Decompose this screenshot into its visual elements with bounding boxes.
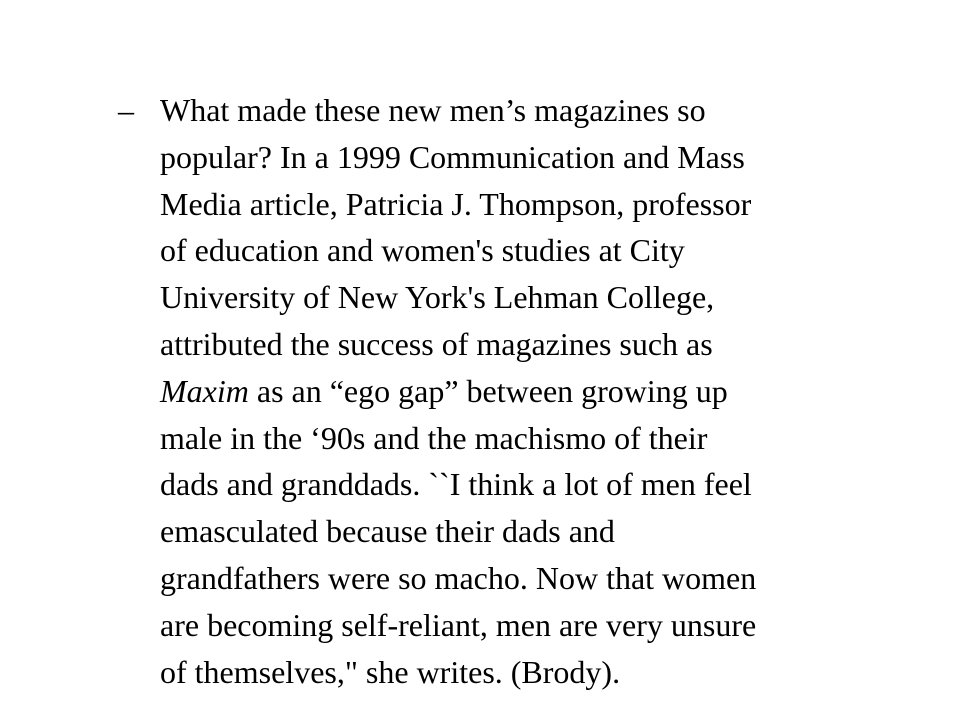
text-line-7: Maxim as an “ego gap” between growing up — [160, 372, 728, 409]
text-line-8: male in the ‘90s and the machismo of their — [160, 419, 708, 456]
bullet-paragraph — [118, 87, 898, 695]
text-line-12: are becoming self-reliant, men are very unsure — [160, 606, 757, 643]
magazine-title: Maxim — [160, 372, 249, 409]
text-line-1: – What made these new men’s magazines so — [118, 87, 898, 134]
text-line-6: attributed the success of magazines such as — [160, 325, 713, 362]
text-line-13: of themselves," she writes. (Brody). — [160, 653, 621, 690]
text-line-11: grandfathers were so macho. Now that women — [160, 559, 757, 596]
text-line-3: Media article, Patricia J. Thompson, professor — [160, 185, 752, 222]
text-line-9: dads and granddads. ``I think a lot of men feel — [160, 466, 752, 503]
text-line-2: popular? In a 1999 Communication and Mass — [160, 138, 745, 175]
text-line-10: emasculated because their dads and — [160, 513, 615, 550]
text-line-4: of education and women's studies at City — [160, 232, 685, 269]
bullet-dash: – — [118, 92, 134, 128]
text-line-5: University of New York's Lehman College, — [160, 279, 715, 316]
